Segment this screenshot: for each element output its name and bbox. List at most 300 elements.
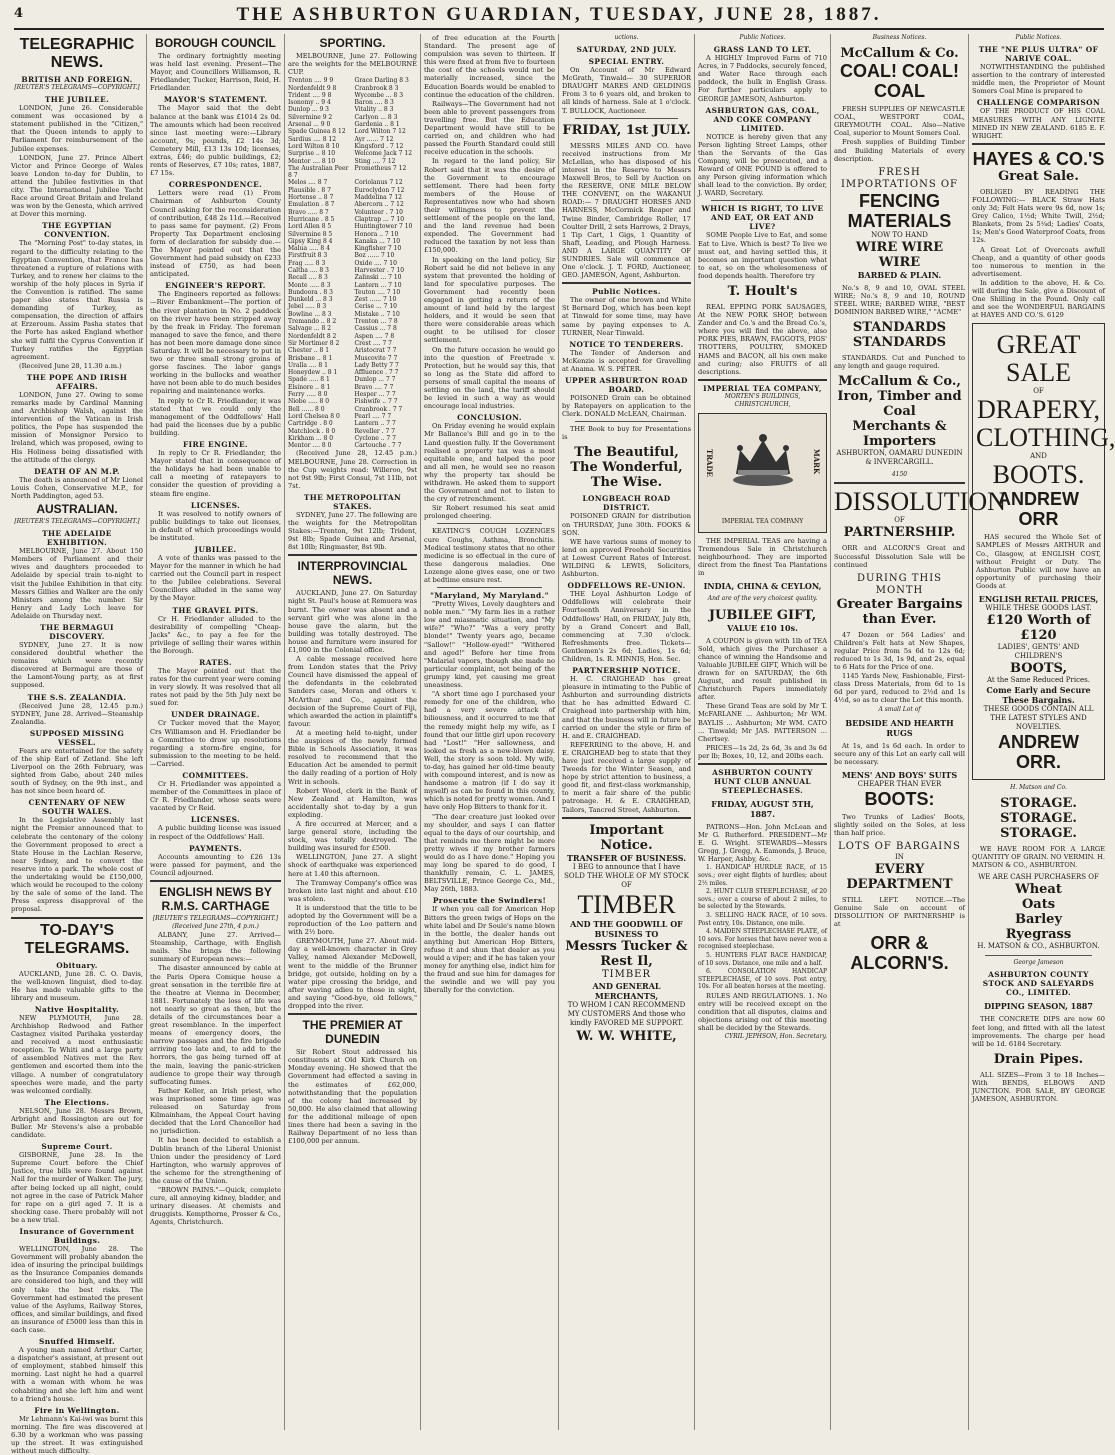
advert-text: No.'s 8, 9 and 10, OVAL STEEL WIRE; No.'s 8, 9 and 10, ROUND STEEL WIRE; BARBED WIRE, "BEST DOMINION BARBED WIRE," "ACME" — [834, 283, 965, 317]
advert-text: In addition to the above, H. & Co. will during the Sale, give a Discount of One Shilling in the Pound. Only call and see the WONDERFUL BARGAINS at HAYES AND CO.'S. 6129 — [972, 278, 1105, 320]
divider — [985, 955, 1091, 956]
section-title: SATURDAY, 2ND JULY. — [576, 45, 677, 55]
advert-title: Drain Pipes. — [993, 1051, 1084, 1067]
section-title: RATES. — [199, 658, 232, 667]
heading-borough-council: BOROUGH COUNCIL — [155, 36, 276, 50]
cup-weight-entry: Hortense .. 8 7 — [288, 194, 334, 202]
advert-text: I BEG to announce that I have SOLD THE WHOLE OF MY STOCK OF — [564, 862, 689, 889]
advert-text: THE Book to buy for Presentations is — [562, 425, 691, 442]
article-paragraph: In the Legislative Assembly last night the Premier announced that to celebrate the centenary of the colony the Government proposed to erect a State House in the Lachlan Reserve, near Sydney, and to convert the reserve into a park. The whole cost of the undertaking would be £150,000, which would be recouped to the colony by the sale of some of the land. The Press express disapproval of the proposal. — [11, 816, 143, 914]
section-title: CENTENARY OF NEW SOUTH WALES. — [28, 798, 126, 817]
cup-weight-entry: Gardenia .. 8 1 — [354, 121, 400, 129]
advert-text: OBLIGED BY READING THE FOLLOWING:— BLACK Straw Hats only 3d; Felt Hats were 9s 6d, now 1s; Grey Calico, 1½d; White Twill, 2½d; Blankets, from 2s 5¼d; Ladies' Coats, 1s; Men's Good Waterproof Coats, from 12s. — [972, 187, 1105, 245]
article-paragraph: A fire occurred at Mercer, and a large general store, including the stock, was totally destroyed. The building was insured for £500. — [288, 819, 417, 853]
advert-title: FENCING MATERIALS — [847, 190, 952, 231]
advert-title: BOOTS, — [1009, 661, 1067, 676]
section-title: THE BERMAGUI DISCOVERY. — [40, 622, 114, 641]
article-paragraph: The disaster announced by cable at the Paris Opera Comique house a great sensation in the terrible fire at the theatre at Vienna in December, 1881. Fortunately the loss of life was not nearly so great as then, but the details of the circumstances bear a great resemblance. In the imperfect means of emergency doors, the narrow passages and the fire brigade arriving too late and, to add to the horrors, the gas being turned off at the main, leaving the panic-stricken audience to grope their way through suffocating fumes. — [150, 964, 281, 1086]
divider — [562, 817, 691, 819]
advert-text: AND — [1030, 452, 1047, 461]
advert-text: A COUPON is given with 1lb of TEA Sold, which gives the Purchaser a chance of winning the Handsome and Valuable JUBILEE GIFT, Which will be drawn for on SATURDAY, the 6th August, and result published in Christchurch Papers immediately after. — [698, 636, 827, 702]
cup-weight-entry: Lord Allen 8 5 — [288, 223, 332, 231]
heading-australian: AUSTRALIAN. — [36, 502, 118, 517]
section-title: ASHBURTON COUNTY STOCK AND SALEYARDS CO., LIMITED. — [982, 970, 1095, 998]
advert-fencing — [834, 167, 965, 280]
advert-title: STORAGE. — [1000, 826, 1077, 842]
cup-weight-entry: Silvermine 8 5 — [288, 230, 333, 238]
cup-weight-entry: Claptrap ... 7 10 — [354, 215, 405, 223]
advert-text: Fresh supplies of Building Timber and Building Materials of every description. — [834, 138, 965, 163]
advert-text: PATRONS—Hon. John McLean and Mr G. Rutherford. PRESIDENT—Mr E. G. Wright. STEWARDS—Messrs Gregg, J. Gregg, A. Eamonds, J. Bruce, W. Harper, Ashby, &c. — [698, 822, 827, 864]
advert-title: McCallum & Co. — [840, 46, 959, 62]
advert-heading — [834, 718, 965, 738]
advert-text: THE CONCRETE DIPS are now 60 feet long, and fitted with all the latest improvements. The charge per head will be 1d. 6184 Secretary. — [972, 1015, 1105, 1048]
advert-text: ALL SIZES—From 3 to 18 Inches—With BENDS, ELBOWS AND JUNCTION. FOR SALE, BY GEORGE JAMESON, ASHBURTON. — [972, 1070, 1105, 1104]
cup-weight-entry: Arsenal ... 9 0 — [288, 121, 331, 129]
advert-title: INDIA, CHINA & CEYLON, — [703, 581, 822, 592]
article-paragraph: If when you call for American Hop Bitters the green twigs of Hops on the white label and Dr Soule's name blown in the bottle, the dealer hands out anything but American Hop Bitters, refuse it and shun that dealer as you would a viper; and if he has taken your money for anything else, indict him for the fraud and sue him for damages for the swindle and we will pay you liberally for the conviction. — [424, 905, 555, 995]
cup-weight-entry: The Australian Peer 8 7 — [288, 164, 349, 180]
section-title: Fire in Wellington. — [34, 1405, 120, 1415]
advert-title: Greater Bargains than Ever. — [836, 596, 963, 627]
advert-text: WE HAVE ROOM FOR A LARGE QUANTITY OF GRAIN. NO VERMIN. H. MATSON & CO., ASHBURTON. — [972, 845, 1105, 870]
advert-text: PRICES—1s 2d, 2s 6d, 3s and 3s 6d per lb; Boxes, 10, 12, and 20lbs each. — [698, 743, 827, 760]
advert-text: IN — [895, 853, 904, 862]
advert-text: H. MATSON & CO., ASHBURTON. — [977, 942, 1100, 951]
advert-heading — [834, 841, 965, 892]
section-title: THE JUBILEE. — [44, 95, 110, 105]
cup-weight-entry: Oxide .... 7 10 — [354, 259, 397, 267]
cup-weight-entry: Lord Chelsea 8 0 — [288, 412, 340, 420]
advert-title: PARTNERSHIP. — [843, 525, 956, 541]
article-paragraph: "BROWN PAINS."—Quick, complete cure, all annoying kidney, bladder, and urinary diseases. At chemists and druggists. Kempthorne, Prosser & Co., Agents, Christchurch. — [150, 1185, 281, 1227]
section-title: NOTICE TO TENDERERS. — [569, 339, 684, 349]
advert-text: NOTWITHSTANDING the published assertion to the contrary of interested middle men, the Proprietor of Mount Somers Coal Mine is prepared to — [972, 63, 1105, 96]
section-title: Supreme Court. — [41, 1142, 113, 1152]
advert-title: AND GENERAL MERCHANTS, — [592, 980, 661, 1001]
section-title: CORRESPONDENCE. — [168, 180, 263, 190]
advert-text: OF — [894, 516, 905, 525]
advert-heading — [834, 933, 965, 973]
advert-transfer-of-business — [562, 823, 691, 1044]
section-title: The Elections. — [44, 1097, 110, 1107]
column-header: Public Notices. — [1015, 34, 1062, 41]
signature: CYRIL JEPHSON, Hon. Secretary. — [724, 1033, 827, 1041]
article-paragraph: Accounts amounting to £26 13s were passed for payment, and the Council adjourned. — [150, 852, 281, 877]
heading-telegraphic-news: TELEGRAPHIC NEWS. — [19, 36, 135, 71]
section-title: Snuffed Himself. — [38, 1337, 116, 1347]
section-title: CHALLENGE COMPARISON — [976, 98, 1101, 108]
cup-weight-entry: Cranbrook . 7 7 — [354, 405, 403, 413]
article-paragraph: SYDNEY, June 27. It is now considered doubtful whether the remains which were recently discovered at Bermagui are those of the Lamont-Young party, as at first supposed. — [11, 640, 143, 690]
advert-text: MESSRS MILES AND CO. have received instructions from Mr McLellan, who has disposed of his interest in the Reserve to Messrs Maxwell Bros, to Sell by Auction on the RESERVE, ONE MILE BELOW THE CONVENT, on the WAKANUI ROAD:— 7 DRAUGHT HORSES AND HARNESS, McCormick Reaper and Twine Binder, Cambridge Roller, 17 Coulter Drill, 2 sets Harrows, 2 Drays, 1 Tip Cart, 1 Gigs, 1 Quantity of Shaft, Leading, and Plough Harness. AND A LARGE QUANTITY OF SUNDRIES. Sale will commence at One o'clock. J. T. FORD, Auctioneer, GEO. JAMESON, Agent, Ashburton. — [562, 141, 691, 280]
article-paragraph: The Mayor said that the debt balance at the bank was £1014 2s 0d. The amounts which had been received since last meeting were:—Library account, 9s; pounds, £2 14s 3d; Cemetery Mill, £13 13s 10d; licenses, extras, £46; do public buildings, £2; rents of Reserves, £7 10s; rates, 1887, £7 15s. — [150, 104, 281, 178]
advert-title: ANDREW ORR — [998, 489, 1079, 530]
article-paragraph: It is understood that the title to be adopted by the Government will be a reproduction of the Loo pattern and with 2½ bore. — [288, 903, 417, 937]
advert-title: ORR & ALCORN'S. — [850, 932, 949, 973]
cup-weight-entry: Bundoora . 8 3 — [288, 288, 333, 296]
article-paragraph: (Received June 28, 12.45 p.m.) SYDNEY, June 28. Arrived—Steamship Zealandia. — [11, 701, 143, 726]
advert-title: JUBILEE GIFT, — [708, 607, 817, 623]
advert-text: OF — [1033, 387, 1044, 396]
advert-title: FRESH IMPORTATIONS OF — [840, 166, 958, 190]
cup-weight-entry: Reveller . 7 7 — [354, 427, 396, 435]
article-paragraph: Railways—The Government had not been able to prevent passengers from travelling free. But the Education Department would have still to be carried on, and children who had passed the Fourth Standard could still receive education in the schools. — [424, 99, 555, 157]
advert-hayes — [972, 149, 1105, 184]
cup-weight-entry: Malua ..... 8 4 — [288, 245, 330, 253]
article-paragraph: GREYMOUTH, June 27. About mid-day a well-known character in Grey Valley, named Alexander McDowell, went to the middle of the Brunner bridge, got outside, holding on by a water pipe crossing the bridge, and after waving adieu to those in sight, and saying "Good-bye, old fellows," dropped into the river. — [288, 937, 417, 1011]
advert-text: TO WHOM I CAN RECOMMEND MY CUSTOMERS And those who kindly FAVORED ME SUPPORT. — [567, 1000, 686, 1027]
cup-weight-entry: Mentor .... 8 0 — [288, 442, 332, 450]
cup-weight-entry: Sir Mortimer 8 2 — [288, 339, 340, 347]
section-title: DEATH OF AN M.P. — [34, 466, 120, 476]
advert-text: A HIGHLY Improved Farm of 710 Acres, in 7 Paddocks, securely fenced, and Water Race through each paddock, the bulk in English Grass. For further particulars apply to GEORGE JAMESON, Ashburton. — [698, 54, 827, 103]
cup-weight-entry: Kirkham ... 8 0 — [288, 434, 334, 442]
section-title: FIRE ENGINE. — [183, 440, 248, 450]
advert-text: 1145 Yards New, Fashionable, First-class Dress Materials, from 6d to 1s 6d per yard, reduced to 2½d and 1s 4½d, so as to clear the Lot this month. — [834, 672, 965, 705]
advert-title: BOOTS: — [864, 788, 935, 809]
advert-text: OF THE PRODUCT OF HIS COAL MEASURES WITH ANY LIGNITE MINED IN NEW ZEALAND. 6185 E. F. WRIGHT. — [972, 107, 1105, 140]
cup-weights-table — [288, 77, 417, 449]
article-paragraph: The ordinary fortnightly meeting was held last evening. Present—The Mayor, and Councillors Williamson, R. Friedlander, Tucker, Harrison, Reid, H. Friedlander. — [150, 52, 281, 93]
advert-title: TIMBER — [577, 889, 676, 919]
cup-weight-entry: Vitality .. 8 3 — [354, 106, 394, 114]
advert-title: VALUE £10 10s. — [727, 622, 798, 633]
advert-text: These Grand Teas are sold by Mr T. McFARLANE ... Ashburton; Mr WM. BAYLIS ... Ashburton; Mr WM. CATO ... Tinwald; Mr JAS. PATTERSON ... Chertsey. — [698, 702, 827, 743]
advert-heading — [698, 608, 827, 633]
article-paragraph: AUCKLAND, June 28. C. O. Davis, the well-known linguist, died to-day. He has made valuable gifts to the library and museum. — [11, 969, 143, 1002]
advert-title: ENGLISH RETAIL PRICES, — [978, 594, 1099, 604]
advert-merchants — [834, 374, 965, 467]
article-paragraph: In reply to Cr R. Friedlander, the Mayor stated that in consequence of the holidays he had been unable to call a meeting of ratepayers to consider the question of providing a steam fire engine. — [150, 449, 281, 498]
section-title: ASHBURTON COUNTY HUNT CLUB ANNUAL STEEPLECHASES. — [712, 767, 813, 795]
cup-weight-entry: Coriolanus 7 12 — [354, 179, 403, 187]
cup-weight-entry: Welcome Jack 7 12 — [354, 150, 413, 158]
article-paragraph: ALBANY, June 27. Arrived—Steamship, Carthage, with English mails. She brings the following summary of European news:— — [150, 931, 281, 964]
advert-title: Barley — [1014, 912, 1063, 928]
divider — [834, 482, 965, 484]
advert-text: STANDARDS. Cut and Punched to any length and gauge required. — [834, 354, 965, 371]
race-entry: 2. HUNT CLUB STEEPLECHASE, of 20 sovs.; over a course of about 2 miles, to be selected by the Stewards. — [698, 888, 827, 911]
divider — [575, 421, 678, 422]
advert-storage — [972, 796, 1105, 841]
advert-title: STORAGE. STORAGE. — [1000, 796, 1077, 827]
advert-text: NOTICE is hereby given that any Person lighting Street Lamps, other than the Servants of the Gas Company, will be prosecuted, and a Reward of ONE POUND is offered to any Person giving information which shall lead to the conviction. By order, J. WARD, Secretary. — [698, 132, 827, 198]
article-paragraph: "A short time ago I purchased your remedy for one of the children, who had a very severe attack of biliousness, and it occurred to me that the remedy might help my wife, as I found that our little girl upon recovery had "Lost!" "Her sallowness, and looked as fresh as a new-blown daisy. Well, the story is soon told. My wife, to-day, has gained her old-time beauty with compound interest, and is now as handsome a matron (if I do say it myself) as can be found in this county, which is noted for pretty women. And I have only Hop Bitters to thank for it. — [424, 690, 555, 812]
cup-weight-entry: Boz ...... 7 10 — [354, 252, 395, 260]
trade-label: TRADE — [705, 449, 715, 477]
cup-weight-entry: Muscovite 7 7 — [354, 354, 398, 362]
advert-text: CHEAPER THAN EVER — [857, 779, 942, 788]
advert-title: WIRE WIRE WIRE — [855, 239, 944, 270]
divider — [698, 379, 827, 381]
cup-weight-entry: Isonomy .. 9 4 — [288, 99, 331, 107]
cup-weight-entry: Lord Wilton 8 10 — [288, 142, 340, 150]
advert-title: Important Notice. — [589, 822, 664, 853]
section-title: THE GRAVEL PITS. — [172, 605, 259, 615]
advert-text: At the Same Reduced Prices. — [987, 676, 1090, 684]
cup-weight-entry: Matchlock . 8 0 — [288, 427, 336, 435]
article-paragraph: AUCKLAND, June 27. On Saturday night St. Paul's house at Remuera was burnt. The owner was absent and a servant girl who was alone in the house gave the alarm, but the building was totally destroyed. The house and furniture were insured for £1,000 in the Colonial office. — [288, 589, 417, 655]
advert-title: The Beautiful, The Wonderful, The Wise. — [570, 445, 683, 491]
article-paragraph: LONDON, June 26. Considerable comment was occasioned by a statement published in the "Citizen," that the Queen intends to apply to Parliament for reimbursement of the Jubilee expenses. — [11, 104, 143, 153]
advert-text: Two Trunks of Ladies' Boots, slightly soiled on the Soles, at less than half price. — [834, 812, 965, 838]
section-title: ODDFELLOWS RE-UNION. — [567, 581, 686, 591]
advert-andrew-orr — [972, 323, 1115, 780]
cup-weight-entry: Sting .... 7 12 — [354, 157, 396, 165]
advert-heading — [834, 573, 965, 627]
cup-weight-entry: Kingfisher 7 10 — [354, 245, 402, 253]
article-paragraph: SYDNEY, June 27. The following are the weights for the Metropolitan Stakes:—Trenton, 9st 12lb; Trident, 9st 8lb; Spade Guinea and Arsenal, 8st 10lb; Ringmaster, 8st 9lb. — [288, 510, 417, 552]
cup-weight-entry: Cartridge . 8 0 — [288, 420, 333, 428]
section-title: IMPERIAL TEA COMPANY, — [703, 383, 822, 393]
cup-weight-entry: Recall .... 8 3 — [288, 274, 328, 282]
cup-weight-entry: Sardius .... 8 12 — [288, 135, 337, 143]
heading-todays-telegrams: TO-DAY'S TELEGRAMS. — [24, 921, 130, 957]
advert-title: Merchants & Importers — [852, 419, 947, 450]
advert-text: HAS secured the Whole Set of SAMPLES of Messrs ARTHUR and Co., Glasgow, at ENGLISH COST, without Freight or Duty. The Ashburton Public will now have an opportunity of purchasing their Goods at — [976, 533, 1101, 590]
article-paragraph: Cr H. Friedlander was appointed a member of the Committees in place of Cr R. Friedlander, whose seats were vacated by Cr Reid. — [150, 780, 281, 813]
cup-weight-entry: Niobe ..... 8 0 — [288, 398, 330, 406]
cup-weight-entry: Chester .. 8 1 — [288, 347, 330, 355]
section-title: Insurance of Government Buildings. — [19, 1227, 135, 1246]
advert-heading — [698, 799, 827, 819]
advert-text: At 1s, and 1s 6d each. In order to secure any of this Lot an early call will be necessary. — [834, 741, 965, 766]
cup-weight-entry: Cartouche . 7 7 — [354, 442, 402, 450]
section-title: ENGINEER'S REPORT. — [165, 281, 266, 291]
advert-note: And are of the very choicest quality. — [707, 595, 818, 603]
article-paragraph: A young man named Arthur Carter, a dispatcher's assistant, at present out of employment, stabbed himself this morning. Last night he had a quarrel with a woman with whom he was cohabiting and she left him and went to a friend's house. — [11, 1346, 143, 1403]
advert-title: Come Early and Secure These Bargains. — [986, 685, 1091, 705]
article-paragraph: "The dear creature just looked over my shoulder, and says I can flatter equal to the days of our courtship, and that reminds me there might be more pretty wives if my brother farmers would do as I have done." Hoping you may long be spared to do good, I thankfully remain, C. L. JAMES, BELTSVILLE, Prince George Co., Md., May 26th, 1883. — [424, 812, 555, 894]
column-premier-speech — [420, 34, 558, 1430]
advert-address: MORTEN'S BUILDINGS, CHRISTCHURCH, — [724, 392, 801, 408]
column-sporting — [284, 34, 420, 1430]
article-paragraph: MELBOURNE, June 27. About 150 Members of Parliament and their wives and daughters proceeded to Adelaide by special train to-night to visit the Jubilee Exhibition in that city. Messrs Gillies and Walker are the only Ministers among the number. Sir Henry and Lady Loch leave for Adelaide on Thursday next. — [11, 547, 143, 620]
cup-weight-entry: Trenton ... 7 8 — [354, 318, 398, 326]
divider — [711, 200, 814, 201]
cup-weight-entry: Bowline ... 8 3 — [288, 310, 332, 318]
divider — [437, 587, 542, 588]
advert-text: THE IMPERIAL TEAS are having a Tremendous Sale in Christchurch neighbourhood. They are imported direct from the finest Tea Plantations in — [698, 537, 827, 578]
section-title: SPECIAL ENTRY. — [588, 57, 665, 67]
advert-title: BARBED & PLAIN. — [857, 269, 942, 280]
page-number: 4 — [14, 6, 24, 21]
advert-text: H. C. CRAIGHEAD has great pleasure in intimating to the Public of Ashburton and surrounding districts that he has admitted Edward C. Craighead into partnership with him, and that the business will in future be carried on under the style or firm of H. and E. CRAIGHEAD. — [562, 675, 691, 740]
advert-note: H. Matson and Co. — [1010, 784, 1067, 791]
article-paragraph: The Mayor pointed out that the rates for the current year were coming in very slowly. It was resolved that all rates not paid by the 5th July next be sued for. — [150, 667, 281, 708]
cup-weight-entry: Uralla .... 8 1 — [288, 361, 328, 369]
column-borough-council — [146, 34, 284, 1430]
cup-weight-entry: Lantern .. 7 7 — [354, 420, 396, 428]
advert-title: MENS' AND BOYS' SUITS — [841, 769, 958, 780]
advert-title: FRIDAY, AUGUST 5TH, 1887. — [711, 798, 814, 819]
cup-weight-entry: Mistake .. 7 10 — [354, 310, 400, 318]
section-title: JUBILEE. — [194, 544, 237, 554]
article-paragraph: NEW PLYMOUTH, June 28. Archbishop Redwood and Father Castagnez visited Parihaka yesterday and received a most enthusiastic reception. Te Whiti and a large party of assembled Natives met the Rev. gentlemen and escorted them into the village. A number of congratulatory speeches were made, and the party was welcomed cordially. — [11, 1013, 143, 1095]
cup-weight-entry: Caltha .... 8 3 — [288, 267, 329, 274]
article-paragraph: Mr Lehmann's Kai-iwi was burnt this morning. The fire was discovered at 6.30 by a workman who was passing up the street. It was extinguished without much difficulty. — [11, 1414, 143, 1455]
article-paragraph: GISBORNE, June 28. In the Supreme Court before the Chief Justice, true bills were found against Nail for the murder of Walker. The jury, after being locked up all night, could not agree in the case of Patrick Maher for rape on a girl aged 7. It is a shocking case. There probably will not be a new trial. — [11, 1151, 143, 1224]
cup-weight-entry: Tremando .. 8 2 — [288, 318, 337, 326]
section-title: "Maryland, My Maryland." — [430, 591, 549, 601]
cup-weight-entry: Cranbrook 8 3 — [354, 84, 399, 92]
section-title: SUPPOSED MISSING VESSEL. — [29, 728, 125, 747]
advert-title: Oats — [1021, 897, 1056, 913]
heading-premier-dunedin: THE PREMIER AT DUNEDIN — [302, 1018, 403, 1047]
trade-mark-image — [698, 413, 827, 533]
cup-weight-entry: Lord Wilton 7 12 — [354, 128, 406, 136]
cup-weight-entry: Zalinski ... 7 10 — [354, 274, 402, 282]
column-public-notices-right — [968, 34, 1115, 1430]
advert-heading — [834, 770, 965, 809]
race-programme-list — [698, 864, 827, 991]
advert-title: BEDSIDE AND HEARTH RUGS — [845, 717, 954, 738]
article-paragraph: LONDON, June 27. Owing to some remarks made by Cardinal Manning and Archbishop Walsh, against the intervention of the Vatican in Irish politics, the Pope has suspended the mission of Monsignor Persico to Ireland, which was proposed, owing to His Holiness being dissatisfied with the attitude of the clergy. — [11, 390, 143, 464]
cup-weight-entry: Mentor .... 8 10 — [288, 157, 336, 165]
article-paragraph: The Tramway Company's office was broken into last night and about £10 was stolen. — [288, 878, 417, 903]
section-title: WHICH IS RIGHT, TO LIVE AND EAT, OR EAT AND LIVE? — [701, 204, 824, 232]
advert-title: COAL! COAL! COAL — [840, 61, 959, 102]
cup-weight-entry: Spade Guinea 8 12 — [288, 128, 346, 136]
cup-weight-entry: Volunteer . 7 10 — [354, 208, 404, 216]
advert-title: AND THE GOODWILL OF BUSINESS TO — [570, 918, 683, 939]
mark-label: MARK — [812, 449, 821, 475]
advert-text: ORR and ALCORN'S Great and Successful Dissolution Sale will be continued — [834, 544, 965, 569]
advert-text: REFERRING to the above, H. and E. CRAIGHEAD beg to state that they have just received a large supply of Tweeds for the Winter Season, and hope by strict attention to business, a good fit, and first-class workmanship, to merit a fair share of the public patronage. H. & E. CRAIGHEAD, Tailors, Tancred Street, Ashburton. — [562, 740, 691, 814]
advert-text: ASHBURTON, OAMARU DUNEDIN & INVERCARGILL. — [836, 449, 963, 467]
column-header: Business Notices. — [872, 34, 927, 41]
advert-text: The Tender of Anderson and McKenzie is accepted for Gravelling at Anama. W. S. PETER. — [562, 348, 691, 373]
cup-weight-entry: Prometheus 7 12 — [354, 164, 407, 172]
section-title: PAYMENTS. — [189, 843, 242, 853]
article-paragraph: KEATING'S COUGH LOZENGES cure Coughs, Asthma, Bronchitis. Medical testimony states that no other medicine is so effectual in the cure of these dangerous maladies. One Lozenge alone gives ease, one or two at bedtime ensure rest. — [424, 527, 555, 584]
cup-weight-entry: Surprise .. 8 10 — [288, 150, 336, 158]
article-paragraph: On Friday evening he would explain Mr Ballance's Bill and go in to the Land question fully. If the Government realised a property tax was a most equitable one, and helped the poor and all men, he would see no reason why the property tax should be withdrawn. He asked them to support the Government and not to listen to the cry of retrenchment. — [424, 422, 555, 504]
section-title: Obituary. — [56, 960, 98, 970]
newspaper-title: THE ASHBURTON GUARDIAN, TUESDAY, JUNE 28, 1887. — [236, 4, 882, 25]
article-paragraph: (Received June 28, 12.45 p.m.) MELBOURNE, June 28. Correction in the Cup weights read: Willeroo, 9st not 9st 9lb; First Consul, 7st 11lb, not 7st. — [288, 449, 417, 490]
section-title: LICENSES. — [190, 500, 241, 510]
advert-heading — [698, 284, 827, 299]
advert-text: LADIES', GENTS' AND CHILDREN'S — [997, 643, 1080, 660]
advert-text: POISONED GRAIN for distribution on THURSDAY, June 30th. FOOKS & SON. — [562, 512, 691, 537]
advert-title: £120 Worth of £120 — [986, 613, 1091, 643]
advert-text: The owner of one brown and White St Bernard Dog, which has been kept at Tinwald for some time, may have same by paying expenses to A. TURNER, Near Tinwald. — [562, 296, 691, 337]
section-title: UNDER DRAINAGE. — [171, 710, 260, 720]
advert-title: DISSOLUTION — [834, 487, 1006, 517]
cup-weight-entry: Hurricane . 8 5 — [288, 215, 335, 223]
cup-weight-entry: Trenton .... 9 9 — [288, 77, 334, 85]
article-paragraph: Father Keller, an Irish priest, who was imprisoned some time ago was released on Saturday from Kilmainham, the Appeal Court having decided that the Lord Chancellor had no jurisdiction. — [150, 1086, 281, 1136]
crown-icon — [728, 428, 798, 488]
advert-note: A small Lot of — [878, 705, 921, 713]
advert-title: BOOTS. — [992, 460, 1085, 490]
cup-weight-entry: Spade ..... 8 1 — [288, 376, 330, 384]
cup-weight-entry: Harvester . 7 10 — [354, 267, 405, 274]
section-title: CONCLUSION. — [457, 413, 522, 423]
cup-weight-entry: Firstfruit 8 3 — [288, 252, 328, 260]
advert-title: Messrs Tucker & Rest Il, — [565, 938, 688, 969]
advert-title: ANDREW ORR. — [998, 732, 1079, 772]
cup-weight-entry: Elsinore .. 8 1 — [288, 383, 331, 391]
advert-heading — [976, 594, 1101, 772]
advert-text: FRESH SUPPLIES OF NEWCASTLE COAL, WESTPORT COAL, GREYMOUTH COAL. Also—Native Coal, superior to Mount Somers Coal. — [834, 105, 965, 138]
cup-weight-entry: Nordenfeldt 9 8 — [288, 84, 337, 92]
article-paragraph: A public building license was issued in respect of the Oddfellows' Hall. — [150, 824, 281, 841]
section-title: THE S.S. ZEALANDIA. — [27, 692, 127, 702]
advert-title: Wheat — [1015, 882, 1062, 898]
cup-weight-entry: Baron .... 8 3 — [354, 99, 394, 107]
cup-weight-entry: Abercorn .. 7 12 — [354, 201, 404, 209]
advert-code: 4150 — [891, 471, 908, 479]
cup-weight-entry: Zest ...... 7 10 — [354, 296, 397, 304]
advert-text: On Account of Mr Edward McGrath, Tinwald— 30 SUPERIOR DRAUGHT MARES AND GELDINGS From 3 to 6 years old, and broken to all kinds of harness. Sale at 1 o'clock. T. BULLOCK, Auctioneer. — [562, 66, 691, 115]
cup-weight-entry: Cyclone .. 7 7 — [354, 434, 396, 442]
advert-text: A Great Lot of Overcoats awfull Cheap, and a quantity of other goods too numerous to mention in the advertisement. — [972, 245, 1105, 278]
cup-weight-entry: Kingsford . 7 12 — [354, 142, 404, 150]
article-paragraph: Cr Tucker moved that the Mayor, Crs Williamson and H. Friedlander be a Committee to draw up resolutions regarding a storm-fire engine, for submission to the meeting to be held.—Carried. — [150, 719, 281, 768]
article-paragraph: In regard to the land policy, Sir Robert said that it was the desire of the Government to encourage settlement. There had been forty members of the House of Representatives now who had shown their willingness to prevent the settlement of the people on the land, and the land revenue had been expended. The Government had reduced the taxation by not less than £150,000. — [424, 157, 555, 255]
column-business-notices — [830, 34, 1006, 1430]
section-title: GRASS LAND TO LET. — [713, 45, 812, 55]
cup-weight-entry: Wycombe ... 8 3 — [354, 91, 404, 99]
advert-text: WHILE THESE GOODS LAST. — [985, 604, 1092, 612]
advert-title: STANDARDS STANDARDS — [852, 320, 947, 351]
race-entry: 4. MAIDEN STEEPLECHASE PLATE, of 10 sovs. For horses that have never won a recognised steeplechase. — [698, 928, 827, 951]
section-title: THE POPE AND IRISH AFFAIRS. — [26, 372, 128, 391]
divider — [437, 523, 542, 524]
column-public-notices — [694, 34, 830, 1430]
section-title: LONGBEACH ROAD DISTRICT. — [582, 494, 671, 513]
section-title: PARTNERSHIP NOTICE. — [572, 666, 681, 676]
advert-text: POISONED Grain can be obtained by Ratepayers on application to the Clerk. DONALD McLEAN, Chairman. — [562, 394, 691, 419]
advert-title: TIMBER — [601, 968, 652, 980]
article-paragraph: The Engineers reported as follows:—River Embankment—The portion of the river plantation in No. 2 paddock on the river have been stripped away by the freak in Friday. The foreman managed to save the fence, and there has not been more damage done since Saturday. It will be necessary to put in two or three small strong groins of gorse fascines. The labor gangs working in the bullocks and weather have not been able to do much besides repairing and maintenance works. — [150, 290, 281, 396]
section-title: Public Notices. — [592, 287, 661, 297]
cup-weight-entry: Bravo .... 7 7 — [354, 383, 394, 391]
cup-weight-entry: Gipsy King 8 4 — [288, 237, 333, 245]
cup-weight-entry: Salvage ... 8 2 — [288, 325, 332, 333]
article-paragraph: MELBOURNE, June 27. Following are the weights for the MELBOURNE CUP. — [288, 52, 417, 77]
article-paragraph: On the future occasion he would go into the question of Freetrade v. Protection, but he would say this, that so long as the State did afford to persons of small capital the means of settling on the land, the tariff should be levied in such a way as would encourage local industries. — [424, 345, 555, 411]
advert-title: GREAT SALE — [996, 330, 1081, 388]
article-paragraph: WELLINGTON, June 28. The Government will probably abandon the idea of insuring the principal buildings as the Insurance Companies demands are considered too high, and they will only take the best risks. The Government had estimated the present value of the Asylums, Railway Stores, offices, and similar buildings, and fixed an insurance of £5000 less than this in each case. — [11, 1245, 143, 1334]
cup-weight-entry: Lady Betty 7 7 — [354, 361, 399, 369]
section-title: LICENSES. — [190, 815, 241, 825]
cup-weight-entry: Teuton .... 7 10 — [354, 288, 401, 296]
divider — [11, 917, 143, 919]
cup-weight-entry: Nordenfeldt 8 2 — [288, 332, 337, 340]
advert-title: DIPPING SEASON, 1887 — [984, 1001, 1093, 1012]
advert-title: W. W. WHITE, — [576, 1028, 677, 1044]
advert-title: EVERY DEPARTMENT — [846, 862, 953, 893]
cup-weight-entry: Maddelina 7 12 — [354, 194, 402, 202]
article-paragraph: At a meeting held to-night, under the auspices of the newly formed Bible in Schools Association, it was resolved to recommend that the Education Act be amended to permit the daily reading of a portion of Holy Writ in schools. — [288, 728, 417, 786]
section-title: MAYOR'S STATEMENT. — [163, 95, 268, 105]
received-note: (Received June 27th, 4 p.m.) — [172, 922, 259, 930]
advert-heading — [562, 123, 691, 138]
cup-weight-entry: Kanaka ... 7 10 — [354, 237, 401, 245]
credit: [REUTER'S TELEGRAMS—COPYRIGHT.] — [14, 518, 140, 526]
trade-mark-caption: IMPERIAL TEA COMPANY — [721, 517, 804, 525]
column-header: uctions. — [614, 34, 639, 41]
article-paragraph: A cable message received here from London states that the Privy Council have dismissed the appeal of the defendants in the celebrated Sanders case, Moran and others v. McArthur and Co., against the decision of the Supreme Court of Fiji, which awarded the action in plaintiff's favour. — [288, 655, 417, 728]
advert-heading — [976, 330, 1115, 530]
cup-weight-entry: Plausible . 8 7 — [288, 186, 331, 194]
cup-weight-entry: Lantern ... 7 10 — [354, 281, 402, 289]
advert-text: REAL EPPING PORK SAUSAGES, At the NEW PORK SHOP, between Zander and Co.'s and the Bread Co.'s, where you will find the above, also PORK PIES, BRAWN, FAGGOTS, PIGS' TROTTERS, POULTRY, SMOKED HAMS and BACON, all his own make and curing; also FRUITS of all descriptions. — [698, 302, 827, 376]
